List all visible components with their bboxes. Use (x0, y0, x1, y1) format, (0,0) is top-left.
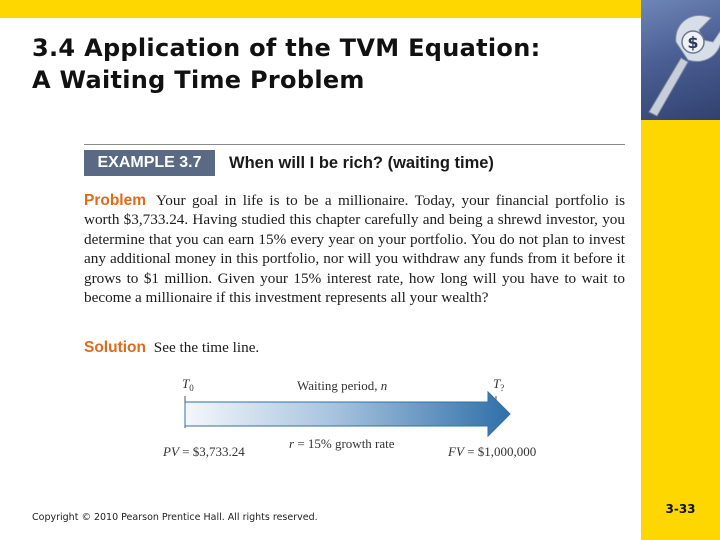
problem-text: Your goal in life is to be a millionaire. Today, your financial portfolio is worth $3,733.24. Having studied this chapter carefully and being a shrewd investor, you determine that you can earn 15% every year on your portfolio. You do not plan to invest any additional money in this portfolio, nor will you withdraw any funds from it before it grows to $1 million. Given your 15% interest rate, how long will you have to wait to become a millionaire if this investment represents all your wealth? (84, 192, 625, 307)
example-title: When will I be rich? (waiting time) (229, 154, 494, 172)
waiting-period-label: Waiting period, n (297, 378, 388, 393)
problem-label: Problem (84, 192, 147, 209)
timeline-arrow (185, 392, 510, 436)
growth-rate-label: r = 15% growth rate (289, 436, 395, 451)
start-time-label: $T_0$ (182, 376, 194, 393)
slide-number: 3-33 (665, 502, 696, 516)
solution-text: See the time line. (153, 339, 260, 356)
copyright-notice: Copyright © 2010 Pearson Prentice Hall. All rights reserved. (32, 512, 318, 523)
end-time-label: $T_?$ (493, 376, 505, 393)
present-value-label: PV = $3,733.24 (163, 444, 245, 459)
svg-text:$: $ (687, 33, 699, 52)
slide-title-line1: 3.4 Application of the TVM Equation: (32, 34, 541, 62)
example-badge: EXAMPLE 3.7 (84, 150, 215, 176)
slide-title-line2: A Waiting Time Problem (32, 66, 365, 94)
solution-label: Solution (84, 339, 146, 356)
future-value-label: FV = $1,000,000 (448, 444, 537, 459)
